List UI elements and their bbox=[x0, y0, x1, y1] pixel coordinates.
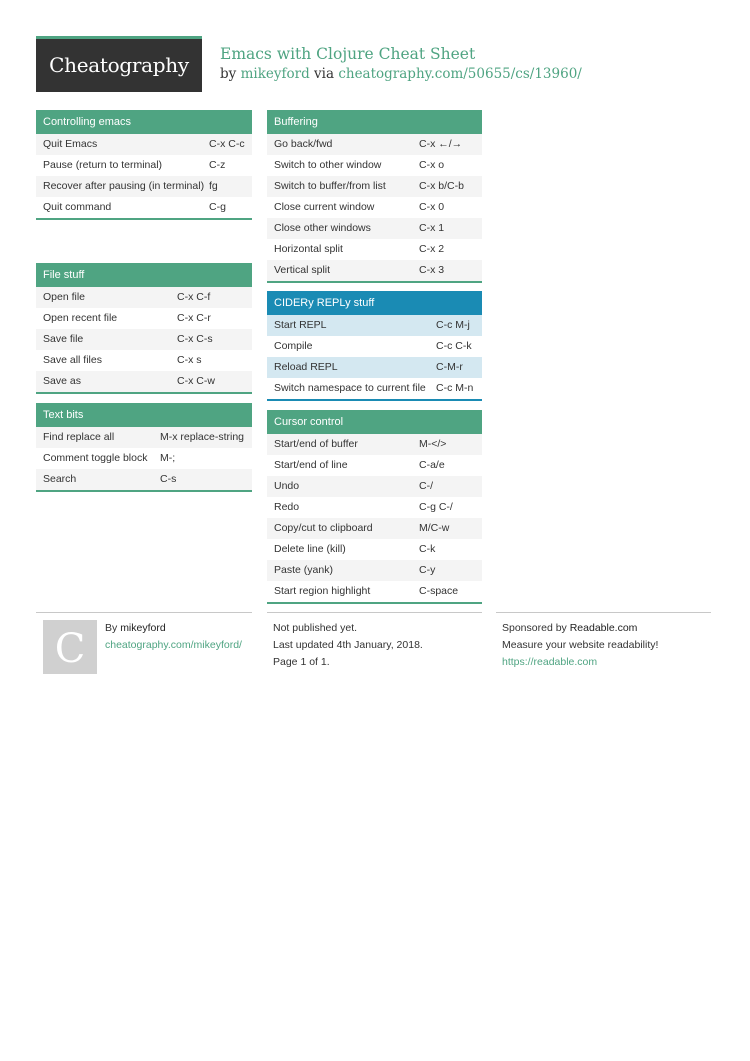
shortcut-key: C-x s bbox=[177, 354, 202, 366]
command-label: Start REPL bbox=[274, 319, 327, 331]
command-label: Redo bbox=[274, 501, 300, 513]
command-label: Start/end of line bbox=[274, 459, 348, 471]
shortcut-key: C-x C-w bbox=[177, 375, 215, 387]
command-label: Start/end of buffer bbox=[274, 438, 358, 450]
sponsor-name[interactable]: Readable.com bbox=[569, 622, 638, 634]
shortcut-key: C-x b/C-b bbox=[419, 180, 464, 192]
command-label: Quit command bbox=[43, 201, 112, 213]
command-label: Compile bbox=[274, 340, 313, 352]
table-row bbox=[267, 476, 482, 497]
command-label: Go back/fwd bbox=[274, 138, 333, 150]
sheet-url-link[interactable]: cheatography.com/50655/cs/13960/ bbox=[338, 66, 582, 82]
table-row bbox=[36, 427, 252, 448]
table-row bbox=[36, 176, 252, 197]
shortcut-key: C-space bbox=[419, 585, 459, 597]
section-text-bits bbox=[36, 403, 252, 492]
table-row bbox=[267, 260, 482, 281]
table-row bbox=[36, 197, 252, 218]
footer-page-number: Page 1 of 1. bbox=[273, 656, 330, 668]
footer-divider bbox=[496, 612, 711, 613]
command-label: Recover after pausing (in terminal) bbox=[43, 180, 205, 192]
command-label: Copy/cut to clipboard bbox=[274, 522, 373, 534]
command-label: Close current window bbox=[274, 201, 375, 213]
table-row bbox=[36, 371, 252, 392]
table-row bbox=[36, 134, 252, 155]
table-row bbox=[36, 448, 252, 469]
command-label: Search bbox=[43, 473, 77, 485]
author-avatar[interactable] bbox=[43, 620, 97, 674]
table-row bbox=[267, 218, 482, 239]
command-label: Paste (yank) bbox=[274, 564, 333, 576]
command-label: Horizontal split bbox=[274, 243, 343, 255]
command-label: Save all files bbox=[43, 354, 102, 366]
shortcut-key: C-x 0 bbox=[419, 201, 445, 213]
section-cider-repl bbox=[267, 291, 482, 401]
command-label: Open file bbox=[43, 291, 86, 303]
table-row bbox=[36, 155, 252, 176]
section-cursor-control bbox=[267, 410, 482, 604]
sponsor-tagline: Measure your website readability! bbox=[502, 639, 659, 651]
shortcut-key: C-x 1 bbox=[419, 222, 445, 234]
command-label: Vertical split bbox=[274, 264, 331, 276]
shortcut-key: C-a/e bbox=[419, 459, 445, 471]
section-title: File stuff bbox=[36, 263, 252, 287]
section-title: Controlling emacs bbox=[36, 110, 252, 134]
shortcut-key: C-x C-f bbox=[177, 291, 211, 303]
command-label: Save as bbox=[43, 375, 81, 387]
sponsored-prefix: Sponsored by bbox=[502, 622, 567, 634]
shortcut-key: C-/ bbox=[419, 480, 433, 492]
via-word: via bbox=[314, 66, 335, 82]
section-title: Buffering bbox=[267, 110, 482, 134]
shortcut-key: C-c M-n bbox=[436, 382, 474, 394]
section-title: CIDERy REPLy stuff bbox=[267, 291, 482, 315]
command-label: Switch to buffer/from list bbox=[274, 180, 386, 192]
command-label: Undo bbox=[274, 480, 300, 492]
footer-author-url[interactable]: cheatography.com/mikeyford/ bbox=[105, 639, 242, 651]
command-label: Close other windows bbox=[274, 222, 371, 234]
shortcut-key: C-g bbox=[209, 201, 226, 213]
command-label: Pause (return to terminal) bbox=[43, 159, 163, 171]
table-row bbox=[267, 378, 482, 399]
footer-sponsor bbox=[502, 620, 637, 637]
table-row bbox=[36, 350, 252, 371]
section-controlling-emacs bbox=[36, 110, 252, 220]
shortcut-key: C-g C-/ bbox=[419, 501, 453, 513]
table-row bbox=[267, 518, 482, 539]
table-row bbox=[267, 239, 482, 260]
by-word: by bbox=[220, 66, 237, 82]
command-label: Save file bbox=[43, 333, 84, 345]
shortcut-key: C-x C-r bbox=[177, 312, 211, 324]
shortcut-key: M-x replace-string bbox=[160, 431, 245, 443]
section-title: Text bits bbox=[36, 403, 252, 427]
shortcut-key: C-y bbox=[419, 564, 436, 576]
table-row bbox=[36, 329, 252, 350]
shortcut-key: M-</> bbox=[419, 438, 447, 450]
shortcut-key: C-x C-c bbox=[209, 138, 245, 150]
command-label: Switch to other window bbox=[274, 159, 382, 171]
command-label: Comment toggle block bbox=[43, 452, 148, 464]
table-row bbox=[36, 287, 252, 308]
shortcut-key: C-M-r bbox=[436, 361, 463, 373]
section-file-stuff bbox=[36, 263, 252, 394]
table-row bbox=[267, 357, 482, 378]
table-row bbox=[36, 308, 252, 329]
footer-author bbox=[105, 620, 166, 637]
shortcut-key: C-x o bbox=[419, 159, 445, 171]
cheatography-logo[interactable] bbox=[36, 36, 202, 92]
logo-text: Cheatography bbox=[49, 53, 189, 77]
command-label: Start region highlight bbox=[274, 585, 371, 597]
footer-by-word: By bbox=[105, 622, 118, 634]
table-row bbox=[267, 336, 482, 357]
footer-updated: Last updated 4th January, 2018. bbox=[273, 639, 423, 651]
avatar-letter: C bbox=[54, 626, 86, 672]
command-label: Open recent file bbox=[43, 312, 118, 324]
page-title: Emacs with Clojure Cheat Sheet bbox=[220, 45, 476, 63]
shortcut-key: C-x 2 bbox=[419, 243, 445, 255]
shortcut-key: C-s bbox=[160, 473, 177, 485]
table-row bbox=[267, 315, 482, 336]
command-label: Reload REPL bbox=[274, 361, 338, 373]
shortcut-key: C-x C-s bbox=[177, 333, 213, 345]
author-link[interactable]: mikeyford bbox=[240, 66, 310, 82]
footer-author-name[interactable]: mikeyford bbox=[120, 622, 166, 634]
command-label: Delete line (kill) bbox=[274, 543, 346, 555]
table-row bbox=[36, 469, 252, 490]
command-label: Find replace all bbox=[43, 431, 115, 443]
table-row bbox=[267, 434, 482, 455]
table-row bbox=[267, 455, 482, 476]
section-title: Cursor control bbox=[267, 410, 482, 434]
footer-divider bbox=[267, 612, 482, 613]
footer-divider bbox=[36, 612, 252, 613]
byline bbox=[220, 66, 582, 82]
shortcut-key: M/C-w bbox=[419, 522, 450, 534]
command-label: Quit Emacs bbox=[43, 138, 98, 150]
shortcut-key: C-z bbox=[209, 159, 226, 171]
shortcut-key: C-c M-j bbox=[436, 319, 470, 331]
table-row bbox=[267, 560, 482, 581]
table-row bbox=[267, 176, 482, 197]
table-row bbox=[267, 497, 482, 518]
shortcut-key: C-k bbox=[419, 543, 436, 555]
shortcut-key: M-; bbox=[160, 452, 176, 464]
table-row bbox=[267, 134, 482, 155]
shortcut-key: C-x 3 bbox=[419, 264, 445, 276]
table-row bbox=[267, 197, 482, 218]
table-row bbox=[267, 539, 482, 560]
sponsor-url[interactable]: https://readable.com bbox=[502, 656, 598, 668]
table-row bbox=[267, 155, 482, 176]
command-label: Switch namespace to current file bbox=[274, 382, 426, 394]
shortcut-key: C-c C-k bbox=[436, 340, 472, 352]
shortcut-key: C-x ←/→ bbox=[419, 138, 463, 150]
section-buffering bbox=[267, 110, 482, 283]
footer-published: Not published yet. bbox=[273, 622, 358, 634]
table-row bbox=[267, 581, 482, 602]
shortcut-key: fg bbox=[209, 180, 218, 192]
